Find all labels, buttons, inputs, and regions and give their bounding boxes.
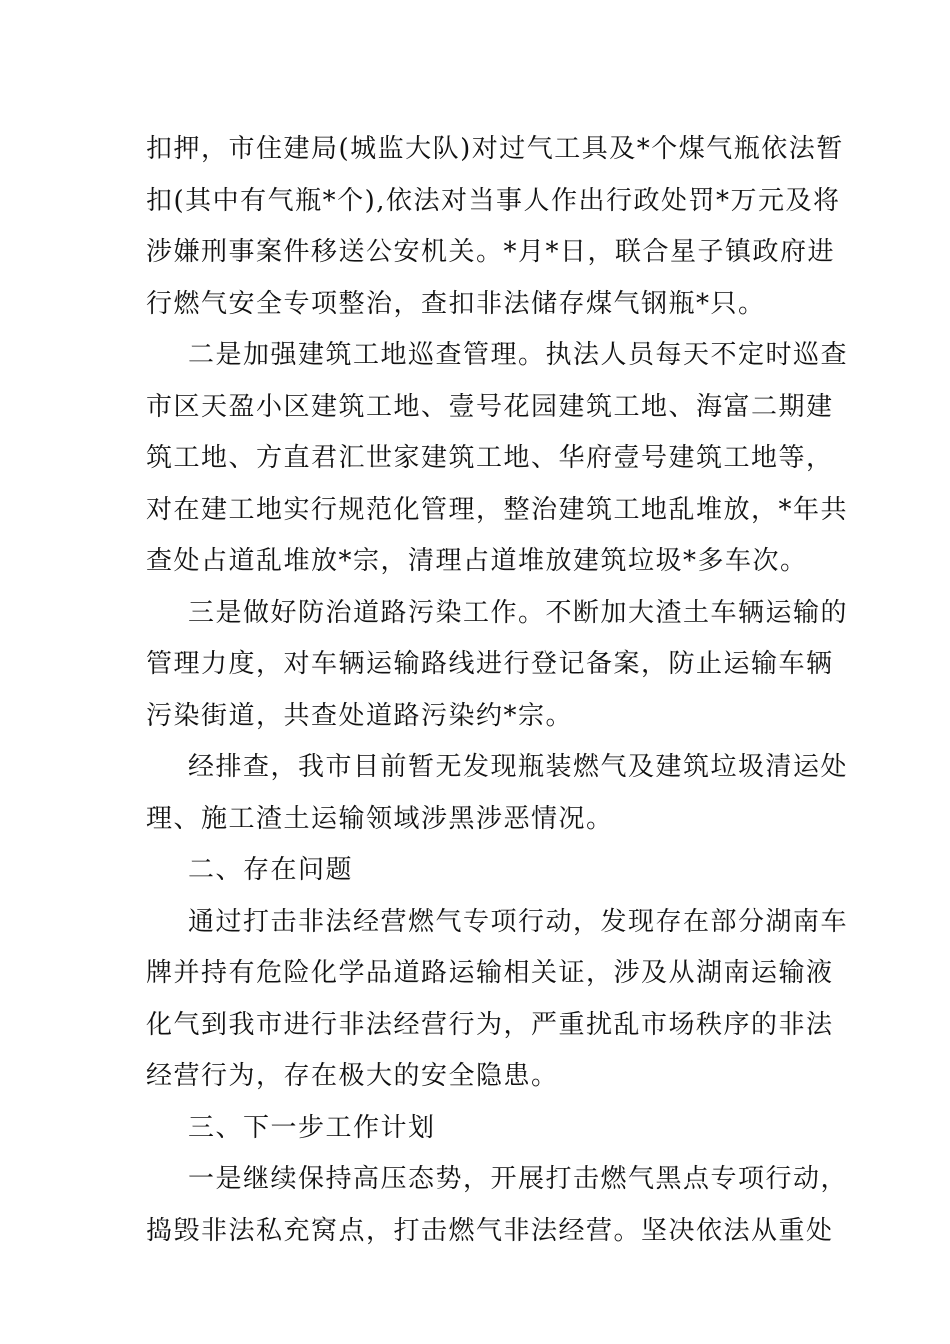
text-line: 扣(其中有气瓶*个),依法对当事人作出行政处罚*万元及将 bbox=[146, 185, 841, 216]
text-line: 市区天盈小区建筑工地、壹号花园建筑工地、海富二期建 bbox=[146, 391, 834, 422]
section-heading: 三、下一步工作计划 bbox=[188, 1112, 436, 1143]
paragraph-first-line: 三是做好防治道路污染工作。不断加大渣土车辆运输的 bbox=[188, 597, 849, 628]
text-line: 牌并持有危险化学品道路运输相关证，涉及从湖南运输液 bbox=[146, 958, 834, 988]
text-line: 扣押，市住建局(城监大队)对过气工具及*个煤气瓶依法暂 bbox=[146, 134, 844, 164]
paragraph-first-line: 通过打击非法经营燃气专项行动，发现存在部分湖南车 bbox=[188, 906, 849, 937]
paragraph-first-line: 经排查，我市目前暂无发现瓶装燃气及建筑垃圾清运处 bbox=[188, 752, 849, 782]
text-line: 经营行为，存在极大的安全隐患。 bbox=[146, 1061, 559, 1091]
text-line: 污染街道，共查处道路污染约*宗。 bbox=[146, 700, 574, 731]
text-line: 管理力度，对车辆运输路线进行登记备案，防止运输车辆 bbox=[146, 649, 834, 679]
text-line: 化气到我市进行非法经营行为，严重扰乱市场秩序的非法 bbox=[146, 1009, 834, 1040]
text-line: 涉嫌刑事案件移送公安机关。*月*日，联合星子镇政府进 bbox=[146, 237, 836, 267]
text-line: 筑工地、方直君汇世家建筑工地、华府壹号建筑工地等， bbox=[146, 443, 834, 473]
document-body bbox=[146, 124, 849, 1257]
text-line: 捣毁非法私充窝点，打击燃气非法经营。坚决依法从重处 bbox=[146, 1215, 834, 1246]
text-line: 行燃气安全专项整治，查扣非法储存煤气钢瓶*只。 bbox=[146, 288, 766, 319]
text-line: 对在建工地实行规范化管理，整治建筑工地乱堆放，*年共 bbox=[146, 494, 849, 525]
section-heading: 二、存在问题 bbox=[188, 855, 354, 885]
paragraph-first-line: 一是继续保持高压态势，开展打击燃气黑点专项行动， bbox=[188, 1164, 849, 1194]
paragraph-first-line: 二是加强建筑工地巡查管理。执法人员每天不定时巡查 bbox=[188, 340, 849, 370]
text-line: 查处占道乱堆放*宗，清理占道堆放建筑垃圾*多车次。 bbox=[146, 546, 808, 576]
text-line: 理、施工渣土运输领域涉黑涉恶情况。 bbox=[146, 803, 614, 834]
